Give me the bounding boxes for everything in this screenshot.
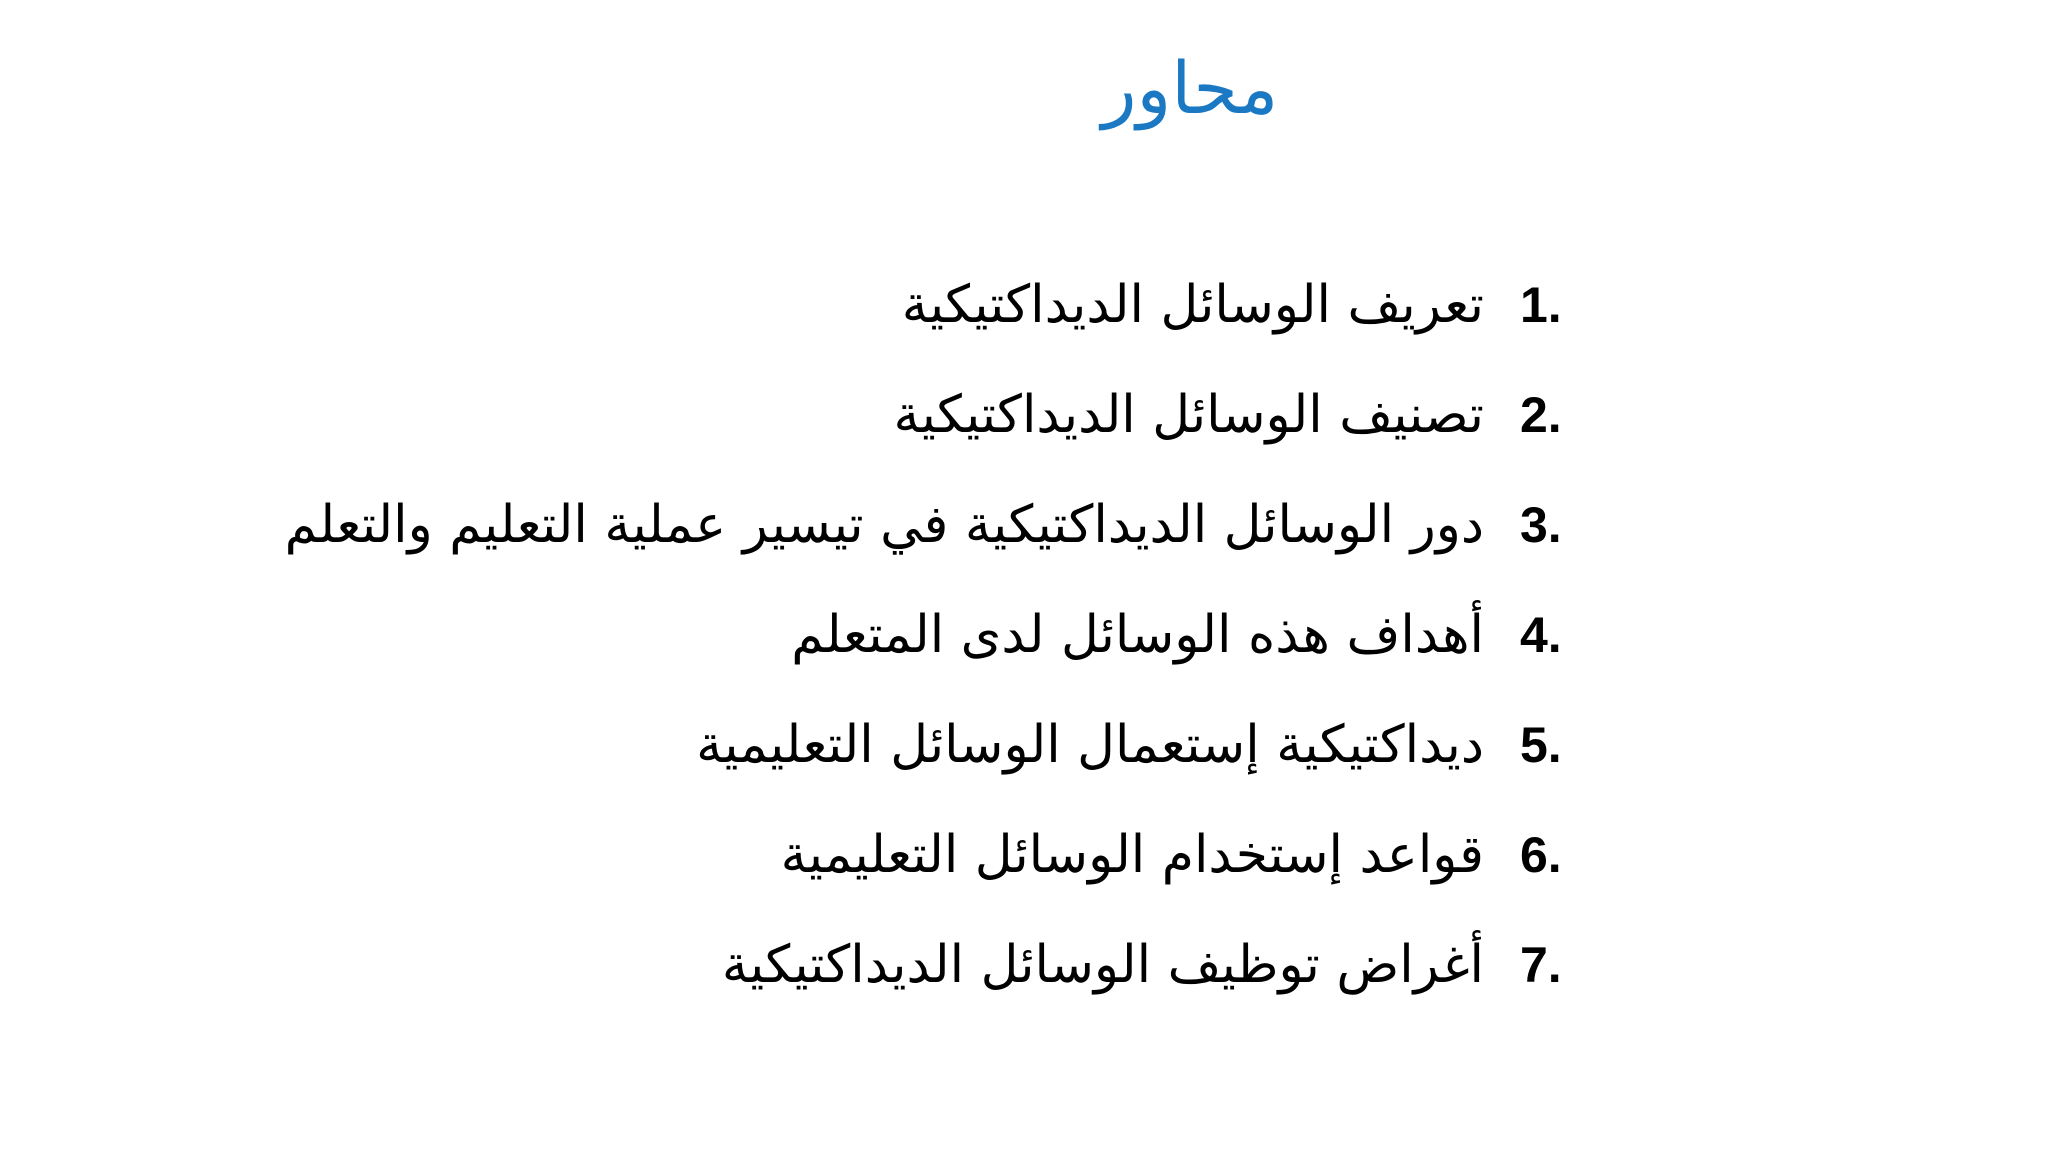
list-item <box>285 910 1578 1020</box>
list-item <box>285 250 1578 360</box>
list-item-text: دور الوسائل الديداكتيكية في تيسير عملية التعليم والتعلم <box>284 495 1484 555</box>
list-item-number: 3. <box>1520 497 1562 553</box>
list-item-text: أغراض توظيف الوسائل الديداكتيكية <box>721 935 1484 995</box>
list-item <box>285 690 1578 800</box>
list-item-number: 4. <box>1520 607 1562 663</box>
slide-title: محاور <box>1101 46 1279 130</box>
list-item <box>285 800 1578 910</box>
list-item-number: 7. <box>1520 937 1562 993</box>
list-item <box>285 470 1578 580</box>
topics-list <box>285 250 1578 1020</box>
list-item-text: تعريف الوسائل الديداكتيكية <box>901 275 1484 335</box>
list-item <box>285 580 1578 690</box>
list-item-text: قواعد إستخدام الوسائل التعليمية <box>780 825 1484 885</box>
list-item-text: تصنيف الوسائل الديداكتيكية <box>893 385 1484 445</box>
list-item-number: 1. <box>1520 277 1562 333</box>
list-item-number: 2. <box>1520 387 1562 443</box>
list-item <box>285 360 1578 470</box>
list-item-number: 5. <box>1520 717 1562 773</box>
list-item-text: أهداف هذه الوسائل لدى المتعلم <box>791 605 1484 665</box>
list-item-number: 6. <box>1520 827 1562 883</box>
list-item-text: ديداكتيكية إستعمال الوسائل التعليمية <box>696 715 1484 775</box>
